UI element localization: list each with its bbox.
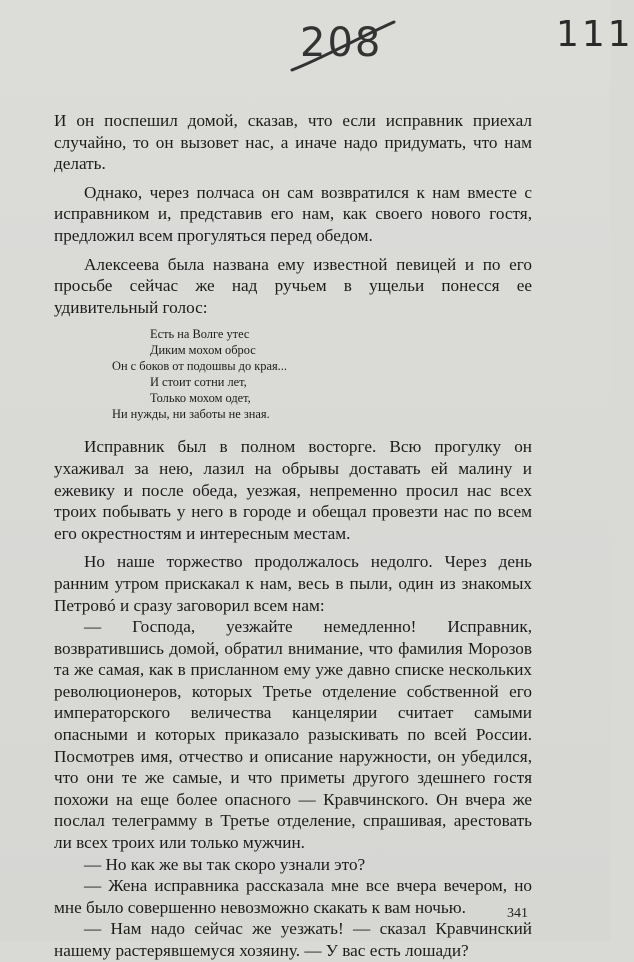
poem-line: Только мохом одет,	[150, 391, 251, 406]
page-number: 341	[507, 906, 528, 921]
paragraph: И он поспешил домой, сказав, что если исправник приехал случайно, то он вызовет нас, а иначе надо придумать, что нам делать.	[54, 111, 532, 174]
crossed-page-number: 208	[300, 20, 383, 66]
poem-line: Он с боков от подошвы до края...	[112, 359, 287, 374]
poem-line: Диким мохом оброс	[150, 343, 256, 358]
poem-line: И стоит сотни лет,	[150, 375, 247, 390]
paragraph: — Господа, уезжайте немедленно! Исправник, возвратившись домой, обратил внимание, что фамилия Морозов та же самая, как в присланном ему уже давно списке нескольких революционеров, которых Третье отделение собственной его императорского величества канцелярии считает самыми опасными и которых приказало разыскивать по всей России. Посмотрев имя, отчество и описание наружности, он убедился, что они те же самые, и что приметы другого здешнего гостя похожи на еще более опасного — Кравчинского. Он вчера же послал телеграмму в Третье отделение, спрашивая, арестовать ли всех троих или только мужчин.	[54, 617, 532, 853]
paragraph: — Жена исправника рассказала мне все вчера вечером, но мне было совершенно невозможно скакать к вам ночью.	[54, 876, 532, 917]
paragraph: Но наше торжество продолжалось недолго. Через день ранним утром прискакал к нам, весь в пыли, один из знакомых Петровó и сразу заговорил всем нам:	[54, 552, 532, 615]
handwritten-folio-number: 111	[556, 14, 634, 55]
paragraph: — Но как же вы так скоро узнали это?	[84, 854, 366, 874]
strike-through-mark	[288, 18, 398, 78]
paragraph: Однако, через полчаса он сам возвратился к нам вместе с исправником и, представив его нам, как своего нового гостя, предложил всем прогуляться перед обедом.	[54, 182, 532, 245]
paragraph: Алексеева была названа ему известной певицей и по его просьбе сейчас же над ручьем в ущельи понесся ее удивительный голос:	[54, 254, 532, 317]
poem-line: Ни нужды, ни заботы не зная.	[112, 407, 270, 422]
paragraph: — Нам надо сейчас же уезжать! — сказал Кравчинский нашему растерявшемуся хозяину. — У вас есть лошади?	[54, 919, 532, 960]
poem-line: Есть на Волге утес	[150, 327, 250, 342]
paragraph: Исправник был в полном восторге. Всю прогулку он ухаживал за нею, лазил на обрывы доставать ей малину и ежевику и после обеда, уезжая, непременно просил нас всех троих побывать у него в городе и обещал провезти нас по всем его окрестностям и интересным местам.	[54, 437, 532, 543]
poem-quote	[54, 326, 532, 422]
page-text	[54, 110, 532, 962]
